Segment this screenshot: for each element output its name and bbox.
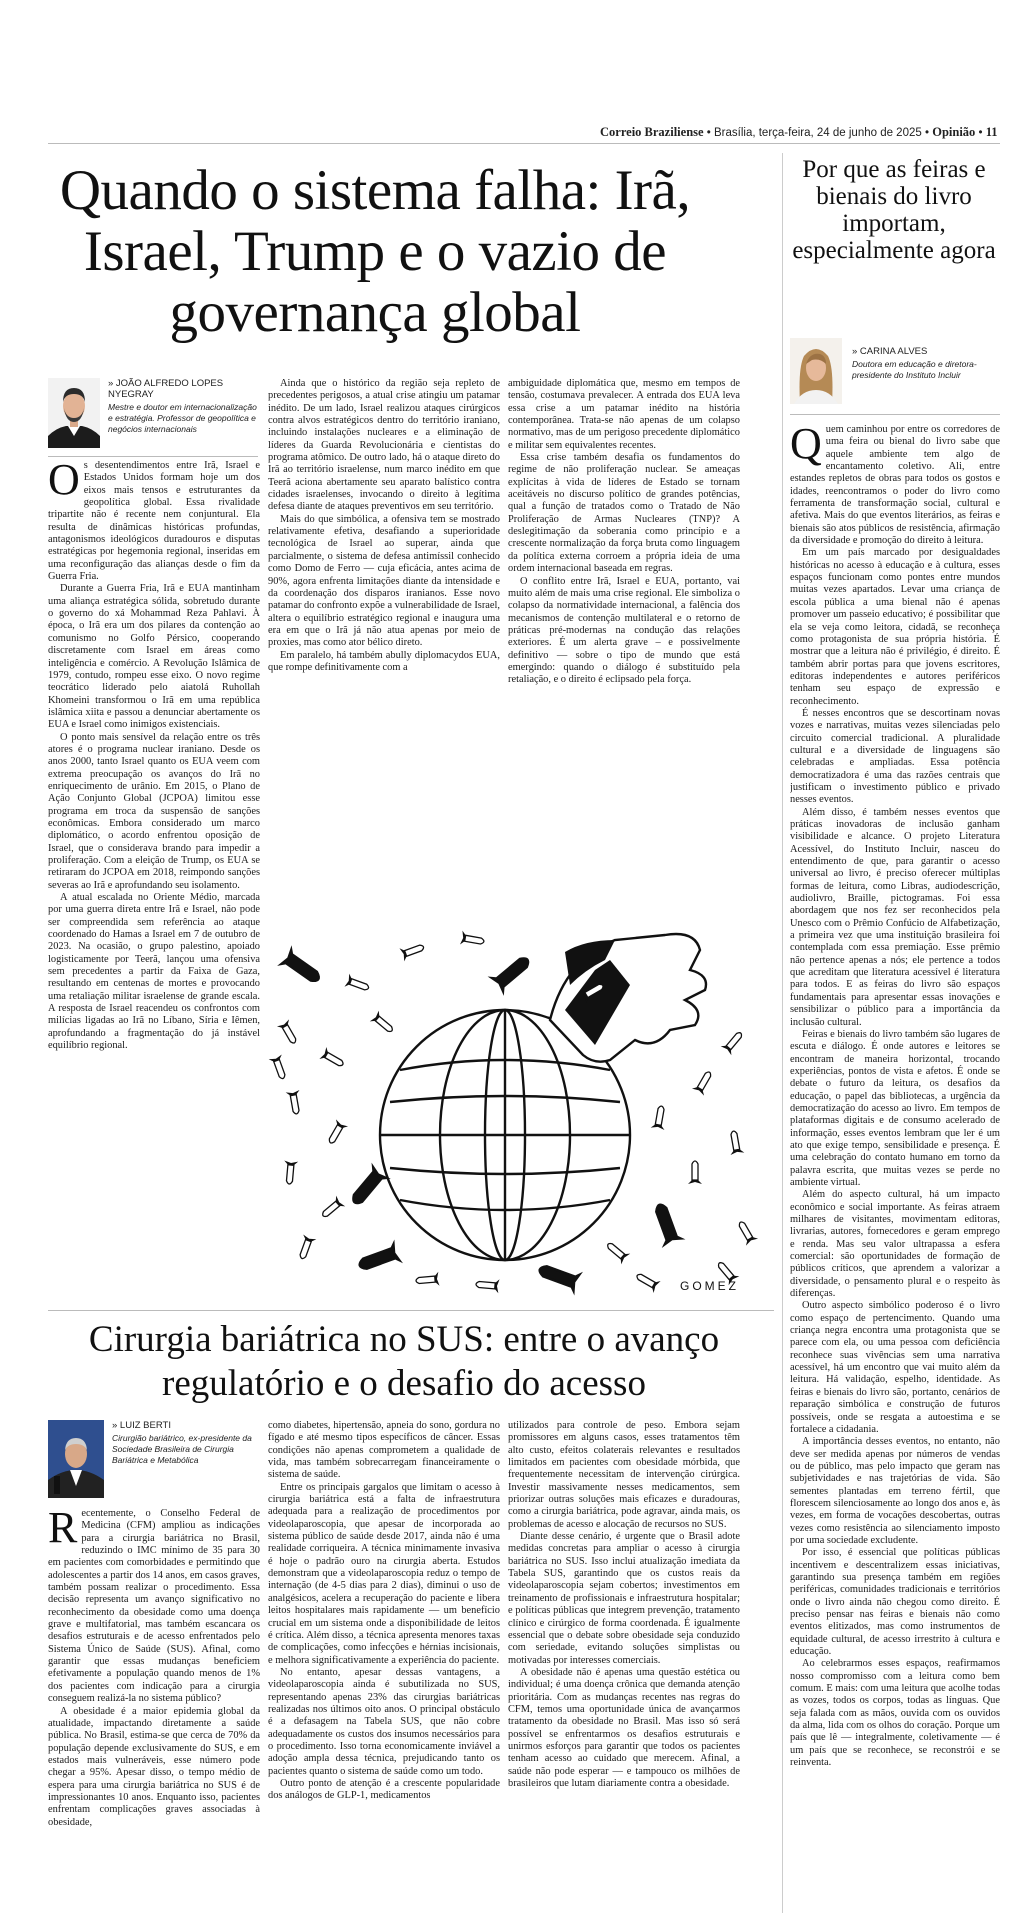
author-byline [108, 378, 258, 435]
missile-icon [295, 1234, 316, 1260]
missile-icon [734, 1219, 758, 1246]
main-article-column-3 [508, 378, 740, 930]
paragraph: Ao celebrarmos esses espaços, reafirmamos nosso compromisso com a leitura como bem comum. E mais: com uma leitura que acolhe todas as vozes, todos os corpos, todas as línguas. Que seja falada com as mãos, ouvida com os ouvidos da alma, lida com os olhos do coração. Porque um país que lê — integralmente, coletivamente — é um país que se reconhece, se reconstrói e se reinventa. [790, 1658, 1000, 1769]
main-article-column-1 [48, 460, 260, 1275]
editorial-cartoon [265, 930, 775, 1300]
masthead-separator: • [924, 127, 930, 139]
paragraph: Mais do que simbólica, a ofensiva tem se mostrado relativamente efetiva, desafiando a superioridade tecnológica de Israel ao superar, ainda que parcialmente, o sistema de defesa antimíssil conhecido como Domo de Ferro — cuja eficácia, antes acima de 90%, agora enfrenta limitações diante da intensidade e da coordenação dos disparos iranianos. Esse novo patamar do confronto expõe a vulnerabilidade de Israel, altera o equilíbrio estratégico regional e inaugura uma era em que o Irã já não atua apenas por meio de proxies, mas como ator bélico direto. [268, 513, 500, 649]
paragraph: A obesidade é a maior epidemia global da atualidade, impactando diretamente a saúde pública. No Brasil, estima-se que cerca de 70% da população depende exclusivamente do SUS, e em estados mais vulneráveis, esse número pode chegar a 95%. Apesar disso, o tempo médio de espera para uma cirurgia bariátrica no SUS é de impressionantes 10 anos. Enquanto isso, pacientes enfrentam complicações graves associadas à obesidade, [48, 1705, 260, 1828]
missile-icon [721, 1029, 747, 1056]
drop-cap: O [48, 460, 80, 504]
paragraph: uem caminhou por entre os corredores de uma feira ou bienal do livro sabe que aquele ambiente tem algo de encantamento coletivo. Ali, entre estandes repletos de obras para todos os gostos e idades, reencontramos o poder do livro como ferramenta de transformação social, cultural e afetiva. Mais do que eventos literários, as feiras e bienais são atos públicos de resistência, afirmação da diversidade e promoção do direito à leitura. [790, 424, 1000, 547]
masthead-dateline: Brasília, terça-feira, 24 de junho de 2025 [714, 127, 922, 139]
masthead-page-number: 11 [985, 125, 998, 139]
missile-icon [399, 940, 425, 961]
paragraph: No entanto, apesar dessas vantagens, a videolaparoscopia ainda é subutilizada no SUS, representando apenas 23% das cirurgias bariátricas realizadas nos últimos oito anos. O principal obstáculo é a defasagem na Tabela SUS, que não cobre adequadamente os custos dos insumos necessários para o procedimento. Isso torna economicamente inviável a adoção ampla dessa técnica, prejudicando tanto os pacientes quanto o sistema de saúde como um todo. [268, 1666, 500, 1777]
paragraph: O ponto mais sensível da relação entre os três atores é o programa nuclear iraniano. Desde os anos 2000, tanto Israel quanto os EUA veem com extrema preocupação os avanços do Irã no enriquecimento de urânio. Em 2015, o Plano de Ação Conjunto Global (JCPOA) limitou esse programa em troca da suspensão de sanções econômicas. Embora considerado um marco diplomático, o acordo enfrentou oposição de Israel, que o considerava brando para impedir a proliferação. Com a eleição de Trump, os EUA se retiraram do JCPOA em 2018, reimpondo sanções severas ao Irã e aprofundando seu isolamento. [48, 731, 260, 891]
missile-icon [344, 974, 370, 995]
author-photo-icon [790, 338, 842, 404]
byline-rule [48, 456, 258, 457]
side-headline: Por que as feiras e bienais do livro importam, especialmente agora [792, 156, 996, 264]
author-byline [112, 1420, 260, 1466]
missile-icon [324, 1119, 348, 1146]
author-description: Mestre e doutor em internacionalização e estratégia. Professor de geopolítica e negócios internacionais [108, 402, 257, 434]
globe-missiles-cartoon-icon [265, 930, 775, 1300]
avatar [48, 378, 100, 448]
main-headline: Quando o sistema falha: Irã, Israel, Trump e o vazio de governança global [59, 159, 691, 344]
paragraph: A obesidade não é apenas uma questão estética ou individual; é uma doença crônica que demanda atenção prioritária. Com as mudanças recentes nas regras do CFM, temos uma oportunidade única de avançarmos tratamento da obesidade no Brasil. Mas isso só será possível se enfrentarmos os desafios estruturais e unirmos esforços para garantir que todos os pacientes tenham acesso ao cuidado que merecem. Afinal, a saúde não pode esperar — e tampouco os milhões de brasileiros que lutam diariamente contra a obesidade. [508, 1666, 740, 1789]
missile-icon [460, 931, 485, 949]
missile-icon [355, 1240, 403, 1278]
sus-headline: Cirurgia bariátrica no SUS: entre o avanço regulatório e o desafio do acesso [88, 1319, 720, 1404]
section-rule [48, 1310, 774, 1311]
column-rule [782, 153, 783, 1913]
paragraph: Além disso, é também nesses eventos que práticas inovadoras de inclusão ganham visibilidade e alcance. O projeto Literatura Acessível, do Instituto Incluir, nasceu do entendimento de que, para garantir o acesso universal ao livro, é preciso oferecer múltiplas formas de leitura, como Libras, audiodescrição, audiolivro, Braille, pictogramas. Foi essa abordagem que nos fez ser reconhecidos pela Unesco com o Prêmio Confúcio de Alfabetização, a primeira vez que uma instituição brasileira foi contemplada com essa premiação. Esse prêmio não pertence apenas a nós; ele pertence a todos que acreditam que literatura acessível é literatura para todos. E as feiras do livro são espaços fundamentais para apresentar essas inovações e sensibilizar o público para a importância da inclusão cultural. [790, 806, 1000, 1028]
paragraph: Além do aspecto cultural, há um impacto econômico e social importante. As feiras atraem milhares de visitantes, movimentam editoras, livrarias, autores, fornecedores e geram emprego e renda. Mas seu valor ultrapassa a esfera comercial: são oportunidades de formação de públicos críticos, que aprendem a valorizar a diversidade, o pensamento plural e o respeito às diferenças. [790, 1189, 1000, 1300]
masthead-paper: Correio Braziliense [600, 125, 704, 139]
paragraph: A atual escalada no Oriente Médio, marcada por uma guerra direta entre Irã e Israel, não pode ser compreendida sem referência ao ataque coordenado do Hamas a Israel em 7 de outubro de 2023. Na ocasião, o grupo palestino, apoiado logisticamente por Teerã, lançou uma ofensiva sem precedentes a partir da Faixa de Gaza, resultando em centenas de mortes e provocando uma retaliação militar israelense de grande escala. A resposta de Israel reacendeu os confrontos com milícias ligadas ao Irã no Líbano, Síria e Iêmen, aprofundando a fragmentação do já instável equilíbrio regional. [48, 892, 260, 1052]
missile-icon [370, 1011, 397, 1037]
paragraph: Outro ponto de atenção é a crescente popularidade dos análogos de GLP-1, medicamentos [268, 1777, 500, 1802]
paragraph: Ainda que o histórico da região seja repleto de precedentes perigosos, a atual crise atingiu um patamar inédito. De um lado, Israel realizou ataques cirúrgicos contra alvos estratégicos dentro do território iraniano, incluindo instalações nucleares e a eliminação de líderes da Guarda Revolucionária e cientistas do programa atômico. De outro lado, há o ataque direto do Irã ao território israelense, num marco inédito em que Teerã aciona abertamente seu aparato balístico contra cidades israelenses, invocando o direito à legítima defesa diante de ataques preventivos em seu território. [268, 378, 500, 513]
byline-rule [790, 414, 1000, 415]
paragraph: como diabetes, hipertensão, apneia do sono, gordura no fígado e até mesmo tipos específicos de câncer. Essas condições não apenas comprometem a qualidade de vida, mas também sobrecarregam financeiramente o sistema de saúde. [268, 1420, 500, 1481]
paragraph: Outro aspecto simbólico poderoso é o livro como espaço de pertencimento. Quando uma criança negra encontra uma protagonista que se parece com ela, ou uma pessoa com deficiência reconhece suas vivências sem uma narrativa acessível, há um encontro que vai muito além da leitura. Há validação, espelho, identidade. As feiras e bienais do livro são, portanto, cenários de reparação simbólica e construção de futuros possíveis, onde se resgata a autoestima e se fortalece a cidadania. [790, 1300, 1000, 1435]
side-article-body [790, 424, 1000, 1898]
sus-article-column-3 [508, 1420, 740, 1900]
paragraph: Feiras e bienais do livro também são lugares de escuta e diálogo. É onde autores e leitores se encontram de maneira horizontal, trocando experiências, pontos de vista e afetos. É onde se debate o futuro da leitura, os desafios da educação, o papel das bibliotecas, a urgência da democratização do acesso ao livro. Em tempos de plataformas digitais e de consumo acelerado de informação, esses eventos lembram que ler é um ato que exige tempo, sensibilidade e presença. É uma celebração do contato humano em torno da palavra escrita, que muitas vezes se perde no ambiente virtual. [790, 1028, 1000, 1188]
missile-icon [277, 1019, 301, 1046]
paragraph: É nesses encontros que se descortinam novas vozes e narrativas, muitas vezes silenciadas pelo circuito comercial tradicional. A pluralidade cultural e a diversidade de linguagens são celebradas e ampliadas. Essa potência democratizadora é uma das razões centrais que justificam o investimento público e privado nesses eventos. [790, 707, 1000, 806]
missile-icon [319, 1196, 346, 1222]
author-byline [852, 346, 1000, 381]
avatar [48, 1420, 104, 1498]
missile-icon [475, 1277, 499, 1293]
missile-icon [277, 945, 325, 989]
paragraph: Por isso, é essencial que políticas públicas incentivem e descentralizem essas iniciativas, garantindo sua presença também em regiões periféricas, comunidades tradicionais e territórios onde o livro ainda não chegou como direito. É preciso pensar nas feiras e bienais não como eventos elitizados, mas como instrumentos de equidade cultural, de acesso irrestrito à cultura e educação. [790, 1547, 1000, 1658]
missile-icon [269, 1054, 290, 1080]
missile-icon [727, 1130, 745, 1155]
missile-icon [651, 1105, 669, 1130]
author-photo-icon [48, 378, 100, 448]
missile-icon [535, 1258, 583, 1296]
paragraph: Entre os principais gargalos que limitam o acesso à cirurgia bariátrica está a falta de infraestrutura adequada para a realização de procedimentos por videolaparoscopia, que apesar de incorporada ao sistema público de saúde desde 2017, ainda não é uma realidade corriqueira. A técnica minimamente invasiva é hoje o padrão ouro na cirurgia aberta. Estudos demonstram que a videolaparoscopia reduz o tempo de internação (de 4-5 dias para 2 dias), diminui o uso de analgésicos, acelera a recuperação do paciente e libera leitos hospitalares mais rapidamente — um benefício crucial em um sistema onde a disponibilidade de leitos é crítica. Além disso, a técnica apresenta menores taxas de complicações, como infecções e hérnias incisionais, e melhora significativamente a experiência do paciente. [268, 1481, 500, 1666]
missile-icon [648, 1200, 686, 1248]
paragraph: Durante a Guerra Fria, Irã e EUA mantinham uma aliança estratégica sólida, sobretudo durante o governo do xá Mohammad Reza Pahlavi. À época, o Irã era um dos pilares da contenção ao comunismo no Golfo Pérsico, cooperando discretamente com Israel em áreas como inteligência e comércio. A Revolução Islâmica de 1979, contudo, rompeu esse eixo. O novo regime teocrático liderado pelo aiatolá Ruhollah Khomeini transformou o Irã em uma república islâmica xiita e passou a denunciar abertamente os EUA e Israel como inimigos existenciais. [48, 583, 260, 731]
sus-article-column-1 [48, 1508, 260, 1900]
avatar [790, 338, 842, 404]
author-description: Doutora em educação e diretora-presidente do Instituto Incluir [852, 359, 977, 380]
masthead-separator: • [978, 127, 983, 139]
author-name: » CARINA ALVES [852, 346, 928, 357]
main-article-column-2 [268, 378, 500, 930]
author-photo-icon [48, 1420, 104, 1498]
hand-icon [550, 934, 706, 1062]
author-name: » JOÃO ALFREDO LOPES NYEGRAY [108, 378, 224, 400]
author-name: » LUIZ BERTI [112, 1420, 171, 1431]
cartoon-signature: GOMEZ [680, 1279, 739, 1293]
paragraph: Diante desse cenário, é urgente que o Brasil adote medidas concretas para ampliar o acesso à cirurgia bariátrica no SUS. Isso inclui atualização imediata da Tabela SUS, garantindo que os custos reais da videolaparoscopia sejam cobertos; investimentos em treinamento de profissionais e infraestrutura hospitalar; e políticas públicas que integrem prevenção, tratamento clínico e cirúrgico de forma coordenada. É igualmente essencial que o debate sobre obesidade seja conduzido com seriedade, evitando soluções simplistas ou motivadas por interesses comerciais. [508, 1531, 740, 1666]
missile-icon [688, 1161, 702, 1184]
drop-cap: R [48, 1508, 78, 1552]
missile-icon [319, 1047, 346, 1071]
masthead-section: Opinião [932, 125, 976, 139]
missile-icon [692, 1069, 716, 1096]
missile-icon [415, 1272, 439, 1288]
paragraph: O conflito entre Irã, Israel e EUA, portanto, vai muito além de mais uma crise regional. Ele simboliza o colapso da normatividade internacional, a falência dos mecanismos de contenção multilateral e o retorno de práticas pré-modernas na condução das relações exteriores. É um alerta grave – e possivelmente definitivo — sobre o tipo de mundo que está emergindo: quando o diálogo é substituído pela retaliação, e o direito é eclipsado pela força. [508, 575, 740, 686]
missile-icon [286, 1090, 304, 1115]
author-description: Cirurgião bariátrico, ex-presidente da Sociedade Brasileira de Cirurgia Bariátrica e Metabólica [112, 1433, 252, 1465]
missile-icon [488, 950, 536, 996]
sus-article-column-2 [268, 1420, 500, 1900]
masthead-rule [48, 143, 1000, 144]
missile-icon [282, 1160, 298, 1184]
masthead-separator: • [706, 127, 711, 139]
masthead [600, 125, 1000, 140]
paragraph: ecentemente, o Conselho Federal de Medicina (CFM) ampliou as indicações para a cirurgia bariátrica no Brasil, reduzindo o IMC mínimo de 35 para 30 em pacientes com comorbidades e permitindo que adolescentes a partir dos 14 anos, em casos graves, também possam realizar o procedimento. Essa decisão representa um avanço significativo no reconhecimento da obesidade como uma doença grave e multifatorial, mas também escancara os desafios estruturais e de acesso enfrentados pelo Sistema Único de Saúde (SUS). Afinal, como garantir que essas mudanças beneficiem efetivamente a população quando menos de 1% dos pacientes com indicação para a cirurgia conseguem realizá-la no sistema público? [48, 1508, 260, 1705]
paragraph: Essa crise também desafia os fundamentos do regime de não proliferação nuclear. Se ameaças explícitas à vida de líderes de Estado se tornam aceitáveis no discurso político de grandes potências, qual a função de tratados como o Tratado de Não Proliferação de Armas Nucleares (TNP)? A deslegitimação da soberania como princípio e a crescente normalização da força bruta como linguagem da política externa corroem a própria ideia de uma ordem internacional baseada em regras. [508, 452, 740, 575]
paragraph: A importância desses eventos, no entanto, não deve ser medida apenas por números de vendas ou de público, mas pelo impacto que geram nas subjetividades e nas trajetórias de vida. São sementes plantadas em terreno fértil, que florescem silenciosamente ao longo dos anos e, às vezes, em forma de vocações descobertas, outras vezes como resistência ao silenciamento imposto por uma sociedade excludente. [790, 1436, 1000, 1546]
paragraph: s desentendimentos entre Irã, Israel e Estados Unidos formam hoje um dos eixos mais tensos e estruturantes da geopolítica global. Essa rivalidade tripartite não é recente nem conjuntural. Ela resulta de dinâmicas históricas profundas, antagonismos ideológicos duradouros e disputas estratégicas por hegemonia regional, inseridas em uma reconfiguração das alianças desde o fim da Guerra Fria. [48, 460, 260, 583]
paragraph: utilizados para controle de peso. Embora sejam promissores em alguns casos, esses tratamentos têm alto custo, efeitos colaterais relevantes e resultados limitados em pacientes com obesidade mórbida, que frequentemente necessitam de intervenção cirúrgica. Investir massivamente nesses medicamentos, sem priorizar outras soluções mais eficazes e duradouras, como a cirurgia bariátrica, pode agravar, ainda mais, os problemas de acesso e alocação de recursos no SUS. [508, 1420, 740, 1530]
paragraph: Em um país marcado por desigualdades históricas no acesso à educação e à cultura, esses espaços funcionam como pontes entre mundos muitas vezes apartados. Levar uma criança de escola pública a uma bienal não é apenas promover um passeio educativo; é possibilitar que ela se veja como leitora, cidadã, se reconheça como protagonista de sua própria história. É mostrar que a leitura não é privilégio, é direito. É também abrir portas para que jovens escritores, editoras independentes e autores periféricos tenham seu espaço de expressão e reconhecimento. [790, 547, 1000, 707]
missile-icon [604, 1239, 631, 1265]
paragraph: Em paralelo, há também abully diplomacydos EUA, que rompe definitivamente com a [268, 649, 500, 673]
drop-cap: Q [790, 424, 822, 468]
paragraph: ambiguidade diplomática que, mesmo em tempos de tensão, costumava prevalecer. A entrada dos EUA leva essa crise a um patamar inédito na história contemporânea. Trata-se não apenas de um colapso normativo, mas de um perigoso precedente diplomático e militar sem equivalentes recentes. [508, 378, 740, 451]
missile-icon [634, 1269, 661, 1293]
